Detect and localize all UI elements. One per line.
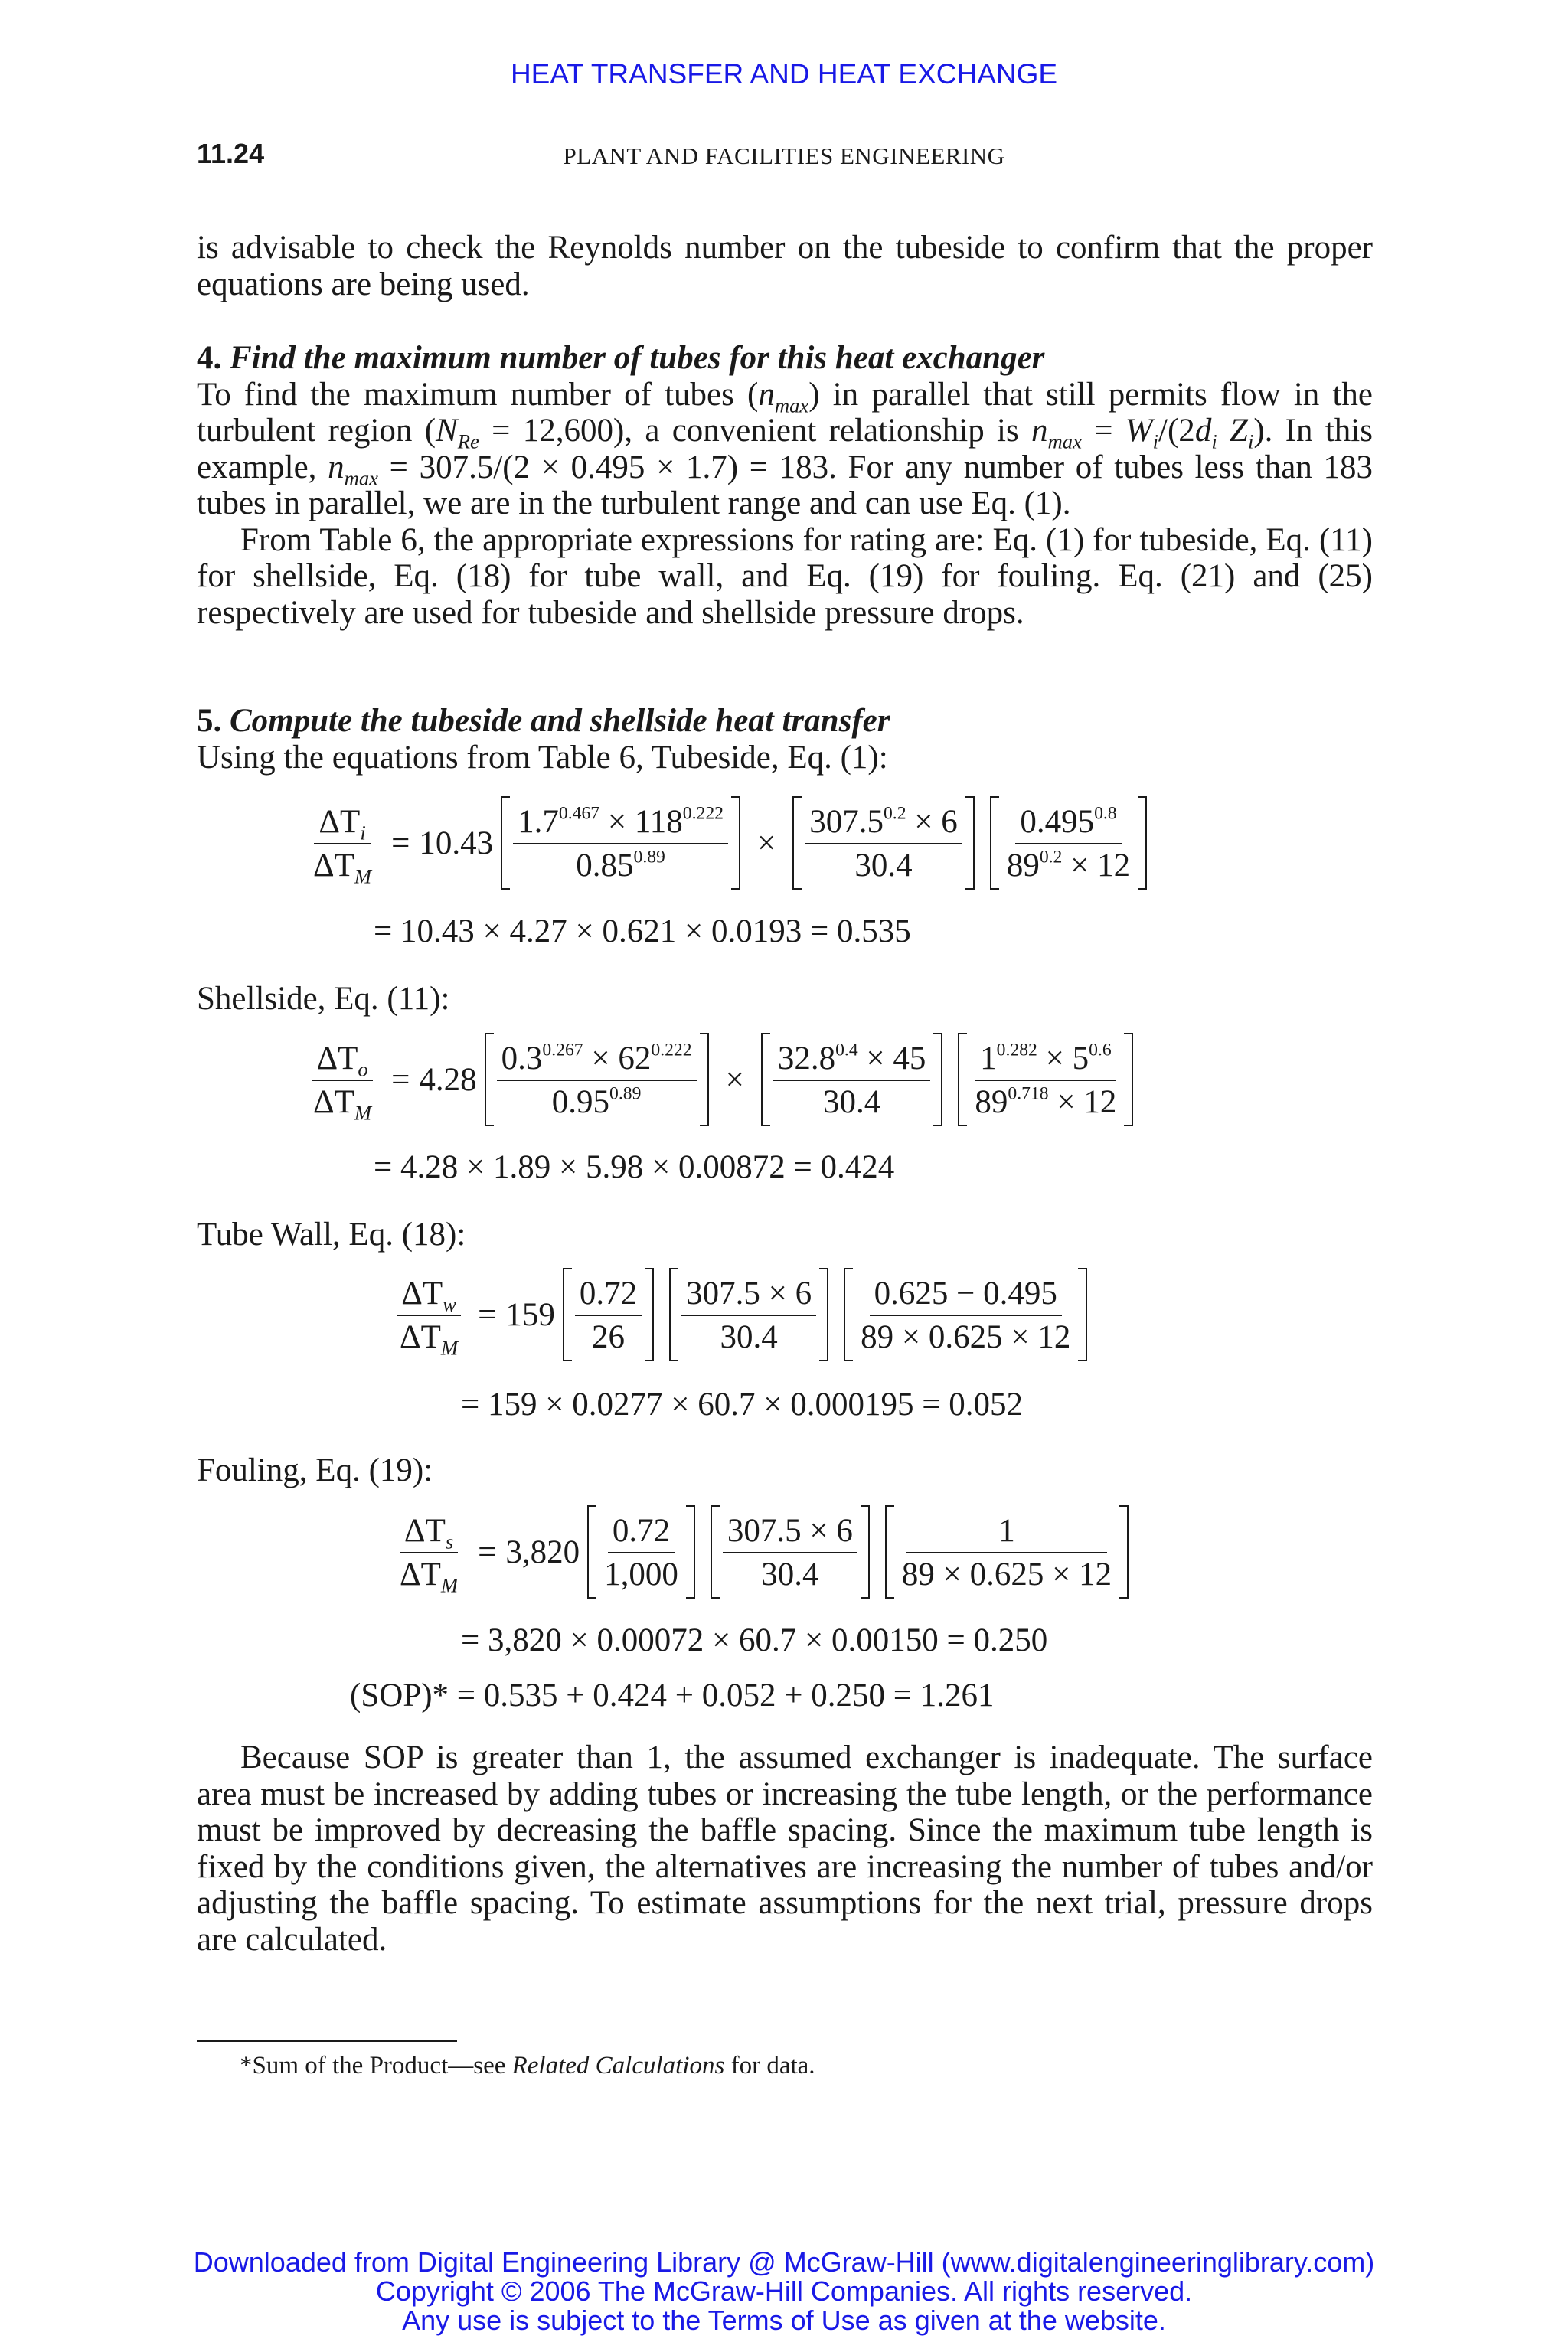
term: × 118	[599, 804, 683, 840]
fouling-result: = 3,820 × 0.00072 × 60.7 × 0.00150 = 0.250	[461, 1622, 1048, 1658]
delta-t: ΔT	[400, 1319, 441, 1355]
term: 89 × 0.625 × 12	[901, 1557, 1112, 1592]
text-run: ). In this example,	[197, 413, 1373, 485]
sub: s	[445, 1530, 454, 1553]
exponent: 0.267	[542, 1040, 583, 1060]
exponent: 0.89	[633, 847, 665, 867]
term: × 62	[583, 1040, 652, 1076]
sub-m: M	[354, 1101, 372, 1125]
bracket-2	[761, 1039, 943, 1120]
step-5-heading	[197, 703, 1373, 740]
term: 32.8	[777, 1040, 836, 1076]
term: 0.72	[608, 1511, 675, 1553]
text-run: =	[1081, 413, 1125, 449]
bracket-2	[792, 802, 975, 884]
fouling-label: Fouling, Eq. (19):	[197, 1452, 433, 1488]
equals-sign: =	[391, 825, 410, 861]
step-4-section	[197, 340, 1373, 631]
step-5-intro: Using the equations from Table 6, Tubeside, Eq. (1):	[197, 739, 888, 776]
term: 0.72	[575, 1274, 642, 1316]
term: 1	[980, 1040, 997, 1076]
exponent: 0.282	[996, 1040, 1037, 1060]
term: 0.85	[576, 848, 634, 884]
step-4-number: 4.	[197, 340, 222, 376]
sub: o	[358, 1057, 368, 1081]
tubewall-label: Tube Wall, Eq. (18):	[197, 1217, 466, 1253]
sub-Re: Re	[457, 430, 479, 453]
text-run: /(2	[1158, 413, 1195, 449]
term: 0.95	[551, 1084, 610, 1120]
var-n: n	[328, 449, 345, 485]
delta-t: ΔT	[313, 1084, 354, 1120]
sop-equation: (SOP)* = 0.535 + 0.424 + 0.052 + 0.250 = 1.261	[350, 1677, 995, 1713]
term: 89 × 0.625 × 12	[861, 1319, 1071, 1355]
delta-t: ΔT	[313, 848, 354, 884]
equals-sign: =	[478, 1296, 497, 1333]
intro-block	[197, 230, 1373, 302]
sub-m: M	[440, 1336, 459, 1360]
footnote	[240, 2052, 815, 2080]
bracket-2	[710, 1511, 870, 1592]
term: 1,000	[604, 1557, 678, 1592]
bracket-3	[844, 1274, 1087, 1355]
delta-t: ΔT	[403, 1513, 446, 1549]
delta-t: ΔT	[318, 804, 361, 840]
credits-line-1: Downloaded from Digital Engineering Library @ McGraw-Hill (www.digitalengineeringlibrary.com)	[193, 2246, 1375, 2278]
times-sign: ×	[725, 1061, 744, 1098]
sub-i: i	[1152, 430, 1159, 453]
bracket-3	[958, 1039, 1133, 1120]
var-N: N	[436, 413, 458, 449]
step-4-paragraph-1	[197, 377, 1373, 522]
credits-line-2: Copyright © 2006 The McGraw-Hill Companies. All rights reserved.	[375, 2275, 1193, 2307]
running-head: HEAT TRANSFER AND HEAT EXCHANGE	[510, 58, 1058, 90]
page-number: 11.24	[197, 138, 265, 169]
term: 30.4	[761, 1557, 819, 1592]
term: 1.7	[518, 804, 559, 840]
term: 0.495	[1020, 804, 1095, 840]
fouling-equation	[389, 1511, 1136, 1597]
sub-i: i	[1211, 430, 1217, 453]
exponent: 0.2	[883, 803, 906, 824]
shellside-label: Shellside, Eq. (11):	[197, 981, 450, 1017]
tubewall-result: = 159 × 0.0277 × 60.7 × 0.000195 = 0.052	[461, 1387, 1024, 1423]
tubeside-equation	[302, 802, 1155, 888]
tubeside-result: = 10.43 × 4.27 × 0.621 × 0.0193 = 0.535	[374, 913, 911, 949]
step-5-title: Compute the tubeside and shellside heat transfer	[230, 703, 890, 739]
term: 0.3	[501, 1040, 543, 1076]
intro-paragraph: is advisable to check the Reynolds number on the tubeside to confirm that the proper equations are being used.	[197, 230, 1373, 302]
exponent: 0.222	[651, 1040, 692, 1060]
delta-t: ΔT	[401, 1276, 443, 1312]
bracket-2	[669, 1274, 828, 1355]
term: 307.5 × 6	[681, 1274, 816, 1316]
bracket-1	[485, 1039, 709, 1120]
sub: i	[360, 821, 366, 844]
coefficient: 3,820	[505, 1534, 580, 1570]
exponent: 0.4	[835, 1040, 858, 1060]
term: × 6	[906, 804, 958, 840]
exponent: 0.718	[1008, 1083, 1049, 1104]
term: × 12	[1048, 1084, 1117, 1120]
term: 30.4	[854, 848, 913, 884]
sub-max: max	[344, 466, 378, 489]
var-n: n	[758, 376, 775, 413]
footnote-rule	[197, 2040, 457, 2042]
text-run: To find the maximum number of tubes (	[197, 376, 759, 413]
step-4-title: Find the maximum number of tubes for this heat exchanger	[230, 340, 1045, 376]
term: 89	[975, 1084, 1008, 1120]
delta-t: ΔT	[316, 1040, 358, 1076]
tubewall-equation	[389, 1274, 1095, 1360]
bracket-1	[587, 1511, 695, 1592]
text-run: = 307.5/(2 × 0.495 × 1.7) = 183. For any number of tubes less than 183 tubes in parallel, we are in the turbulent range and can use Eq. (1).	[197, 449, 1373, 521]
exponent: 0.2	[1039, 847, 1063, 867]
sub-m: M	[440, 1573, 459, 1597]
term: × 12	[1062, 848, 1131, 884]
bracket-1	[563, 1274, 654, 1355]
exponent: 0.6	[1089, 1040, 1112, 1060]
bracket-1	[501, 802, 740, 884]
var-Z: Z	[1230, 413, 1248, 449]
term: 0.625 − 0.495	[870, 1274, 1062, 1316]
coefficient: 10.43	[419, 825, 494, 861]
term: 1	[906, 1511, 1107, 1553]
var-d: d	[1194, 413, 1212, 449]
sub-m: M	[354, 864, 372, 888]
footnote-text: for data.	[724, 2052, 815, 2079]
coefficient: 159	[505, 1296, 555, 1333]
sub-i: i	[1247, 430, 1254, 453]
bracket-3	[885, 1511, 1129, 1592]
bracket-3	[990, 802, 1147, 884]
footnote-emphasis: Related Calculations	[511, 2052, 725, 2079]
exponent: 0.8	[1094, 803, 1117, 824]
sub-max: max	[1047, 430, 1082, 453]
step-5-section	[197, 703, 1373, 776]
var-n: n	[1031, 413, 1048, 449]
var-W: W	[1125, 413, 1153, 449]
term: × 45	[858, 1040, 926, 1076]
sub: w	[443, 1292, 456, 1316]
sub-max: max	[774, 393, 809, 416]
equals-sign: =	[391, 1061, 410, 1098]
conclusion-paragraph: Because SOP is greater than 1, the assumed exchanger is inadequate. The surface area must be increased by adding tubes or increasing the tube length, or the performance must be improved by decreasing the baffle spacing. Since the maximum tube length is fixed by the conditions given, the alternatives are increasing the number of tubes and/or adjusting the baffle spacing. To estimate assumptions for the next trial, pressure drops are calculated.	[197, 1740, 1373, 1958]
equals-sign: =	[478, 1534, 497, 1570]
term: 89	[1006, 848, 1040, 884]
shellside-equation	[302, 1039, 1141, 1125]
book-title: PLANT AND FACILITIES ENGINEERING	[563, 142, 1005, 169]
shellside-result: = 4.28 × 1.89 × 5.98 × 0.00872 = 0.424	[374, 1149, 895, 1185]
exponent: 0.89	[609, 1083, 642, 1104]
step-4-paragraph-2: From Table 6, the appropriate expressions for rating are: Eq. (1) for tubeside, Eq. (11) for shellside, Eq. (18) for tube wall, and Eq. (19) for fouling. Eq. (21) and (25) respectively are used for tubeside and shellside pressure drops.	[197, 521, 1373, 631]
footnote-text: *Sum of the Product—see	[240, 2052, 512, 2079]
text-run: ) in parallel that still permits flow in the turbulent region (	[197, 376, 1373, 449]
times-sign: ×	[756, 825, 776, 861]
term: 307.5 × 6	[723, 1511, 858, 1553]
term: 30.4	[823, 1084, 881, 1120]
term: 307.5	[809, 804, 884, 840]
delta-t: ΔT	[400, 1557, 441, 1592]
term: × 5	[1037, 1040, 1089, 1076]
exponent: 0.467	[558, 803, 600, 824]
exponent: 0.222	[682, 803, 724, 824]
step-5-number: 5.	[197, 703, 222, 739]
step-4-heading	[197, 340, 1373, 377]
text-run: = 12,600), a convenient relationship is	[479, 413, 1031, 449]
credits-line-3: Any use is subject to the Terms of Use as given at the website.	[402, 2305, 1166, 2336]
term: 30.4	[720, 1319, 778, 1355]
coefficient: 4.28	[419, 1061, 477, 1098]
term: 26	[592, 1319, 626, 1355]
lhs-fraction	[302, 802, 382, 888]
conclusion-block	[197, 1740, 1373, 1958]
